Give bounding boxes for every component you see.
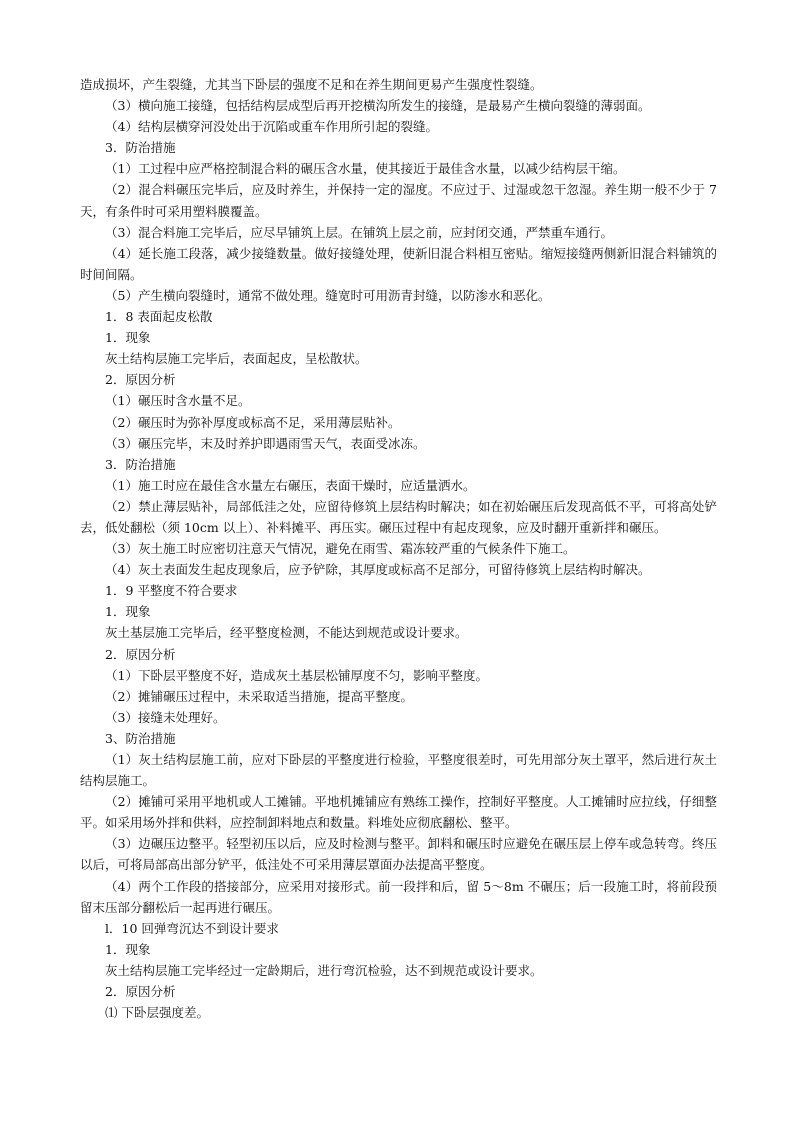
paragraph: （4）延长施工段落，减少接缝数量。做好接缝处理，使新旧混合料相互密贴。缩短接缝两侧新旧混合料铺筑的时间间隔。 [80, 245, 717, 282]
paragraph: （1）灰土结构层施工前，应对下卧层的平整度进行检验，平整度很差时，可先用部分灰土罩平，然后进行灰土结构层施工。 [80, 752, 717, 789]
paragraph: 2．原因分析 [105, 984, 176, 1000]
paragraph: 1．现象 [105, 604, 151, 620]
paragraph: （2）混合料碾压完毕后，应及时养生，并保持一定的湿度。不应过于、过湿或忽干忽湿。养生期一般不少于 7 天，有条件时可采用塑料膜覆盖。 [80, 182, 717, 219]
paragraph: （1）下卧层平整度不好，造成灰土基层松铺厚度不匀，影响平整度。 [105, 667, 488, 683]
paragraph: （1）施工时应在最佳含水量左右碾压，表面干燥时，应适量洒水。 [105, 477, 476, 493]
paragraph: 3．防治措施 [105, 456, 176, 472]
paragraph: （1）碾压时含水量不足。 [105, 393, 251, 409]
paragraph: 1．9 平整度不符合要求 [105, 583, 238, 599]
paragraph: 造成损坏，产生裂缝，尤其当下卧层的强度不足和在养生期间更易产生强度性裂缝。 [80, 77, 543, 92]
paragraph: 1．现象 [105, 330, 151, 346]
paragraph: （3）横向施工接缝，包括结构层成型后再开挖横沟所发生的接缝，是最易产生横向裂缝的薄弱面。 [105, 98, 651, 114]
paragraph: 灰土结构层施工完毕后，表面起皮，呈松散状。 [105, 351, 368, 367]
paragraph: （4）结构层横穿河没处出于沉陷或重车作用所引起的裂缝。 [105, 119, 438, 135]
paragraph: （2）碾压时为弥补厚度或标高不足，采用薄层贴补。 [105, 414, 401, 430]
paragraph: （3）边碾压边整平。轻型初压以后，应及时检测与整平。卸料和碾压时应避免在碾压层上停车或急转弯。终压以后，可将局部高出部分铲平，低洼处不可采用薄层罩面办法提高平整度。 [80, 836, 717, 873]
paragraph: 1．8 表面起皮松散 [105, 309, 213, 325]
paragraph: （1）工过程中应严格控制混合料的碾压含水量，使其接近于最佳含水量，以减少结构层干缩。 [105, 161, 626, 177]
paragraph: （3）碾压完毕，末及时养护即遇雨雪天气，表面受冰冻。 [105, 435, 426, 451]
paragraph: （2）摊铺碾压过程中，未采取适当措施，提高平整度。 [105, 688, 413, 704]
paragraph: 1．现象 [105, 941, 151, 957]
paragraph: 2．原因分析 [105, 372, 176, 388]
paragraph: 3、防治措施 [105, 730, 176, 746]
paragraph: （5）产生横向裂缝时，通常不做处理。缝宽时可用沥青封缝，以防渗水和恶化。 [105, 287, 551, 303]
paragraph: 灰土结构层施工完毕经过一定龄期后，进行弯沉检验，达不到规范或设计要求。 [105, 962, 543, 978]
paragraph: 灰土基层施工完毕后，经平整度检测，不能达到规范或设计要求。 [105, 625, 468, 641]
paragraph: （3）灰土施工时应密切注意天气情况，避免在雨雪、霜冻较严重的气候条件下施工。 [105, 541, 576, 557]
paragraph: 2．原因分析 [105, 646, 176, 662]
paragraph: （4）灰土表面发生起皮现象后，应予铲除，其厚度或标高不足部分，可留待修筑上层结构时解决。 [105, 562, 651, 578]
paragraph: （3）混合料施工完毕后，应尽早铺筑上层。在铺筑上层之前，应封闭交通，严禁重车通行。 [105, 224, 613, 240]
paragraph: l．10 回弹弯沉达不到设计要求 [105, 920, 279, 936]
paragraph: 3．防治措施 [105, 140, 176, 156]
paragraph: （2）禁止薄层贴补，局部低洼之处，应留待修筑上层结构时解决；如在初始碾压后发现高低不平，可将高处铲去，低处翻松（须 10cm 以上）、补料摊平、再压实。碾压过程中有起皮现象，应及时翻开重新拌和碾压。 [80, 498, 717, 535]
paragraph: （4）两个工作段的搭接部分，应采用对接形式。前一段拌和后，留 5～8m 不碾压；后一段施工时，将前段预留末压部分翻松后一起再进行碾压。 [80, 878, 717, 915]
paragraph: （3）接缝未处理好。 [105, 709, 226, 725]
paragraph: ⑴ 下卧层强度差。 [105, 1005, 209, 1021]
document-body [80, 74, 717, 1023]
paragraph: （2）摊铺可采用平地机或人工摊铺。平地机摊铺应有熟练工操作，控制好平整度。人工摊铺时应拉线，仔细整平。如采用场外拌和供料，应控制卸料地点和数量。料堆处应彻底翻松、整平。 [80, 794, 717, 831]
